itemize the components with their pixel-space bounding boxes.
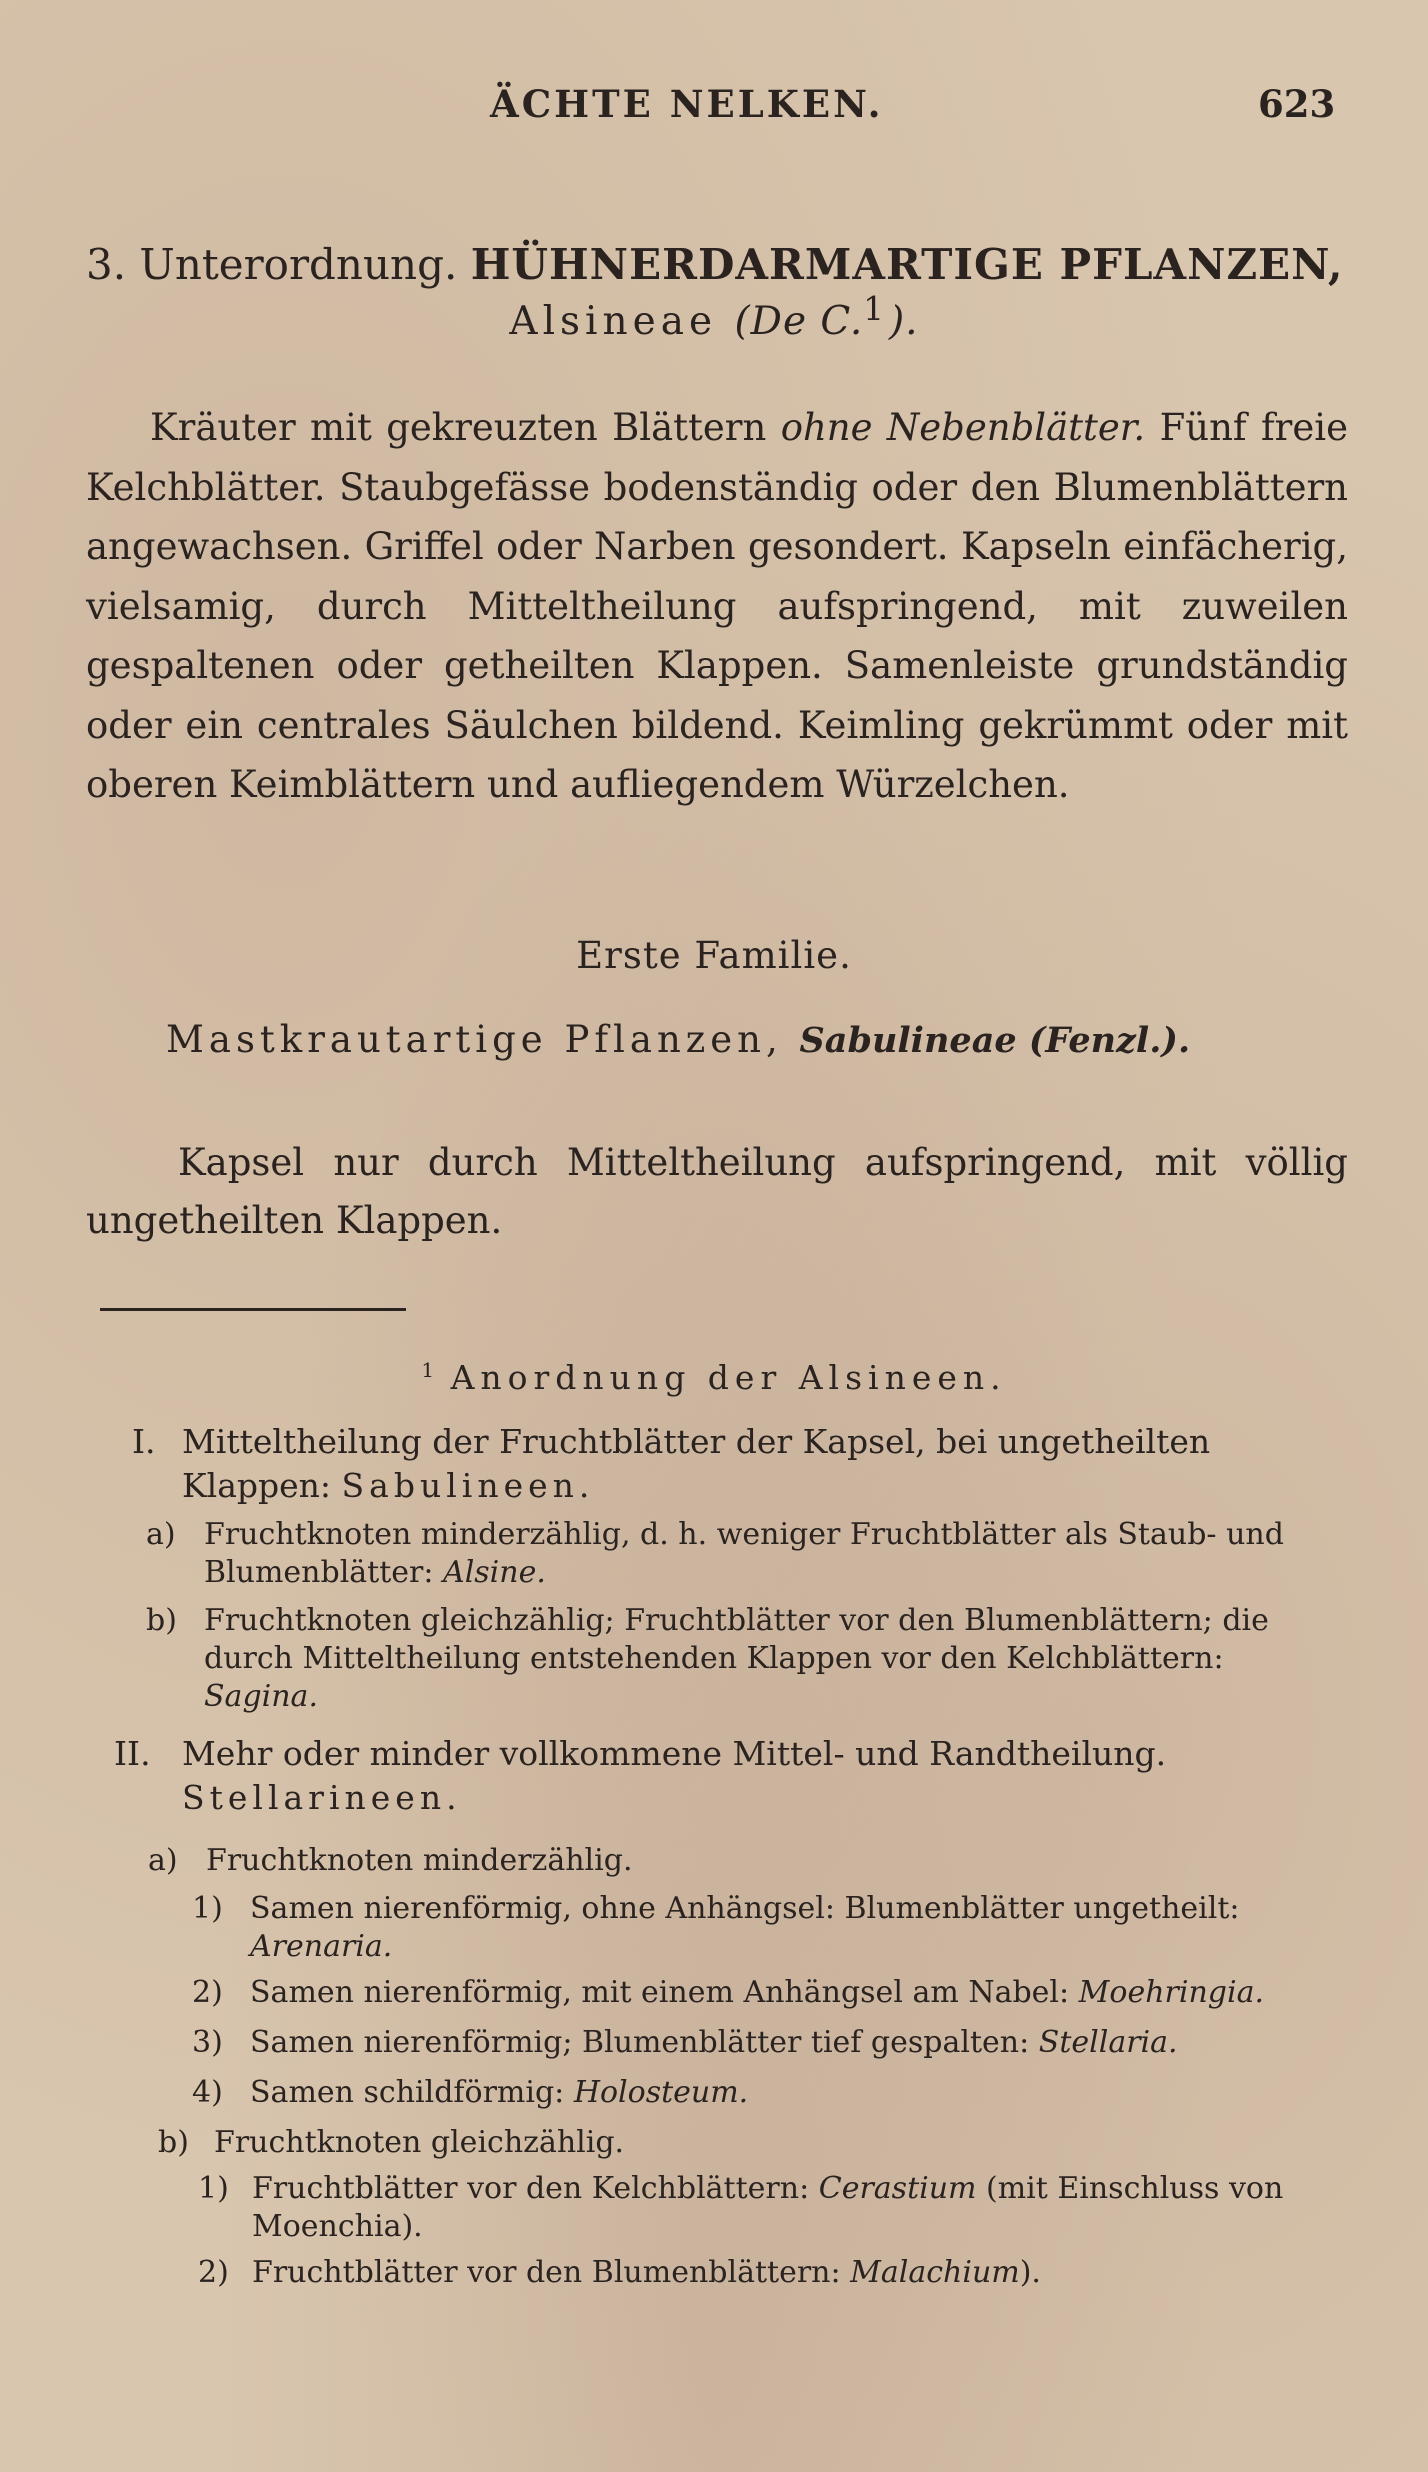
- family-latin: Sabulineae (Fenzl.).: [799, 1020, 1191, 1061]
- section-title: HÜHNERDARMARTIGE PFLANZEN,: [470, 240, 1344, 289]
- item-genus: Holosteum.: [573, 2075, 749, 2110]
- item-number: 1): [192, 1891, 223, 1926]
- footnote-reference: 1: [863, 290, 889, 328]
- item-text: Samen schildförmig:: [250, 2075, 565, 2110]
- item-number: a): [148, 1843, 178, 1878]
- item-text: Fruchtknoten gleichzählig.: [214, 2125, 625, 2160]
- item-text: Fruchtknoten gleichzählig; Fruchtblätter vor den Blumenblättern; die durch Mitteltheilung entstehenden Klappen vor den Kelchblättern:: [204, 1603, 1269, 1676]
- footnote-item-IIb1: [198, 2170, 1358, 2246]
- item-genus: Malachium: [850, 2255, 1020, 2290]
- footnote-item-I: [132, 1420, 1352, 1508]
- section-latin-name: Alsineae: [509, 299, 718, 344]
- footnote-item-Ia: [146, 1516, 1346, 1592]
- item-genus: Arenaria.: [250, 1929, 393, 1964]
- section-latin-line: [0, 290, 1428, 344]
- item-number: b): [158, 2125, 189, 2160]
- family-description: [86, 1134, 1348, 1250]
- item-number: 2): [198, 2255, 229, 2290]
- footnote-item-IIa4: [192, 2074, 1352, 2112]
- description-emphasis: ohne Nebenblätter.: [780, 406, 1146, 449]
- item-number: a): [146, 1517, 176, 1552]
- description-part2: Fünf freie Kelchblätter. Staubgefässe bodenständig oder den Blumenblättern angewachsen. Griffel oder Narben gesondert. Kapseln einfächerig, vielsamig, durch Mitteltheilung aufspringend, mit zuweilen gespaltenen oder getheilten Klappen. Samenleiste grundständig oder ein centrales Säulchen bildend. Keimling gekrümmt oder mit oberen Keimblättern und aufliegendem Würzelchen.: [86, 406, 1348, 806]
- footnote-item-IIa2: [192, 1974, 1352, 2012]
- item-text: Samen nierenförmig; Blumenblätter tief gespalten:: [250, 2025, 1030, 2060]
- item-text: Samen nierenförmig, mit einem Anhängsel am Nabel:: [250, 1975, 1070, 2010]
- item-text-rest: (mit Einschluss von Moenchia).: [252, 2171, 1284, 2244]
- family-label: Erste Familie.: [576, 934, 852, 977]
- item-text-rest: ).: [1019, 2255, 1041, 2290]
- item-text: Fruchtknoten minderzählig, d. h. weniger Fruchtblätter als Staub- und Blumenblätter:: [204, 1517, 1284, 1590]
- item-text: Mehr oder minder vollkommene Mittel- und Randtheilung.: [182, 1734, 1167, 1773]
- description-part1: Kräuter mit gekreuzten Blättern: [150, 406, 781, 449]
- section-author-close: ).: [888, 299, 919, 344]
- footnote-mark: 1: [421, 1358, 435, 1382]
- footnote-title-text: Anordnung der Alsineen.: [450, 1358, 1007, 1397]
- item-genus: Cerastium: [818, 2171, 977, 2206]
- section-number-label: 3. Unterordnung.: [86, 240, 458, 289]
- item-group-name: Stellarineen.: [182, 1778, 462, 1817]
- footnote-item-Ib: [146, 1602, 1346, 1716]
- section-author: (De C.: [734, 299, 864, 344]
- family-text: Kapsel nur durch Mitteltheilung aufspringend, mit völlig ungetheilten Klappen.: [86, 1141, 1348, 1242]
- footnote-item-IIa3: [192, 2024, 1352, 2062]
- item-group-name: Sabulineen.: [341, 1466, 595, 1505]
- item-text: Fruchtknoten minderzählig.: [206, 1843, 633, 1878]
- item-number: 2): [192, 1975, 223, 2010]
- footnote-item-IIa1: [192, 1890, 1352, 1966]
- item-number: I.: [132, 1422, 156, 1461]
- item-genus: Sagina.: [204, 1679, 318, 1714]
- family-name: Mastkrautartige Pflanzen,: [166, 1018, 783, 1061]
- item-text: Fruchtblätter vor den Kelchblättern:: [252, 2171, 810, 2206]
- page-number: 623: [1258, 82, 1336, 126]
- item-genus: Stellaria.: [1038, 2025, 1178, 2060]
- item-number: b): [146, 1603, 177, 1638]
- item-text: Mitteltheilung der Fruchtblätter der Kapsel, bei ungetheilten Klappen:: [182, 1422, 1211, 1505]
- footnote-item-IIb: [158, 2124, 1348, 2162]
- item-number: II.: [114, 1734, 151, 1773]
- item-genus: Alsine.: [443, 1555, 546, 1590]
- footnote-rule: [100, 1308, 406, 1311]
- section-description: [86, 398, 1348, 815]
- section-heading: [86, 238, 1346, 292]
- footnote-item-II: [114, 1732, 1354, 1820]
- footnote-item-IIa: [148, 1842, 1348, 1880]
- running-title: ÄCHTE NELKEN.: [490, 82, 884, 126]
- item-number: 3): [192, 2025, 223, 2060]
- item-text: Fruchtblätter vor den Blumenblättern:: [252, 2255, 841, 2290]
- footnote-item-IIb2: [198, 2254, 1358, 2292]
- page-header: [0, 82, 1428, 132]
- footnote-title: [0, 1358, 1428, 1397]
- item-number: 1): [198, 2171, 229, 2206]
- item-number: 4): [192, 2075, 223, 2110]
- family-heading: [166, 1018, 1366, 1061]
- item-text: Samen nierenförmig, ohne Anhängsel: Blumenblätter ungetheilt:: [250, 1891, 1240, 1926]
- item-genus: Moehringia.: [1078, 1975, 1265, 2010]
